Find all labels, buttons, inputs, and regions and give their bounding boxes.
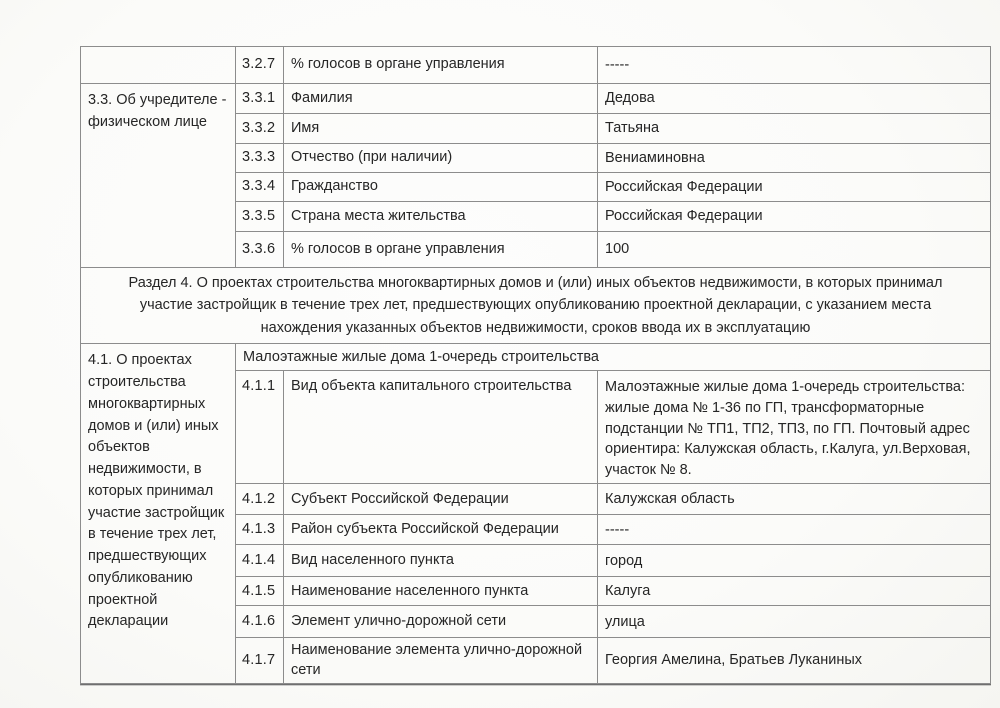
- row-number-cell: 3.3.4: [236, 173, 284, 202]
- row-number-cell: 3.3.5: [236, 202, 284, 232]
- section4-header: Раздел 4. О проектах строительства многоквартирных домов и (или) иных объектов недвижимости, в которых принимал участие застройщик в течение трех лет, предшествующих опубликованию проектной декларации, с указанием места нахождения указанных объектов недвижимости, сроков ввода их в эксплуатацию: [81, 268, 991, 344]
- row-number-cell: 3.3.3: [236, 144, 284, 173]
- row-number-cell: 4.1.5: [236, 577, 284, 606]
- section-label-cell-3-3: 3.3. Об учредителе - физическом лице: [81, 84, 236, 268]
- field-name-cell: Район субъекта Российской Федерации: [284, 515, 598, 545]
- value-cell: Татьяна: [598, 114, 991, 144]
- value-cell: Малоэтажные жилые дома 1-очередь строительства: жилые дома № 1-36 по ГП, трансформаторные подстанции № ТП1, ТП2, ТП3, по ГП. Почтовый адрес ориентира: Калужская область, г.Калуга, ул.Верховая, участок № 8.: [598, 371, 991, 484]
- value-cell: Калуга: [598, 577, 991, 606]
- value-cell: город: [598, 545, 991, 577]
- value-cell: Российская Федерации: [598, 173, 991, 202]
- field-name-cell: Элемент улично-дорожной сети: [284, 606, 598, 638]
- field-name-cell: Страна места жительства: [284, 202, 598, 232]
- value-cell: Калужская область: [598, 484, 991, 515]
- field-name-cell: Гражданство: [284, 173, 598, 202]
- section-label-cell-4-1: 4.1. О проектах строительства многоквартирных домов и (или) иных объектов недвижимости, в которых принимал участие застройщик в течение трех лет, предшествующих опубликованию проектной декларации: [81, 344, 236, 684]
- field-name-cell: % голосов в органе управления: [284, 232, 598, 268]
- value-cell: -----: [598, 515, 991, 545]
- field-name-cell: Субъект Российской Федерации: [284, 484, 598, 515]
- field-name-cell: Имя: [284, 114, 598, 144]
- section-label-cell-empty: [81, 47, 236, 84]
- value-cell: Российская Федерации: [598, 202, 991, 232]
- row-number-cell: 4.1.6: [236, 606, 284, 638]
- declaration-table: [80, 46, 991, 685]
- field-name-cell: % голосов в органе управления: [284, 47, 598, 84]
- row-number-cell: 3.3.6: [236, 232, 284, 268]
- value-cell: -----: [598, 47, 991, 84]
- row-number-cell: 4.1.7: [236, 638, 284, 684]
- value-cell: Георгия Амелина, Братьев Луканиных: [598, 638, 991, 684]
- field-name-cell: Наименование населенного пункта: [284, 577, 598, 606]
- row-number-cell: 3.3.1: [236, 84, 284, 114]
- value-cell: улица: [598, 606, 991, 638]
- row-number-cell: 4.1.1: [236, 371, 284, 484]
- field-name-cell: Отчество (при наличии): [284, 144, 598, 173]
- row-number-cell: 4.1.2: [236, 484, 284, 515]
- row-number-cell: 3.2.7: [236, 47, 284, 84]
- row-number-cell: 3.3.2: [236, 114, 284, 144]
- field-name-cell: Вид населенного пункта: [284, 545, 598, 577]
- subsection-header: Малоэтажные жилые дома 1-очередь строительства: [236, 344, 991, 371]
- field-name-cell: Фамилия: [284, 84, 598, 114]
- value-cell: Вениаминовна: [598, 144, 991, 173]
- field-name-cell: Вид объекта капитального строительства: [284, 371, 598, 484]
- field-name-cell: Наименование элемента улично-дорожной сети: [284, 638, 598, 684]
- row-number-cell: 4.1.3: [236, 515, 284, 545]
- row-number-cell: 4.1.4: [236, 545, 284, 577]
- value-cell: 100: [598, 232, 991, 268]
- value-cell: Дедова: [598, 84, 991, 114]
